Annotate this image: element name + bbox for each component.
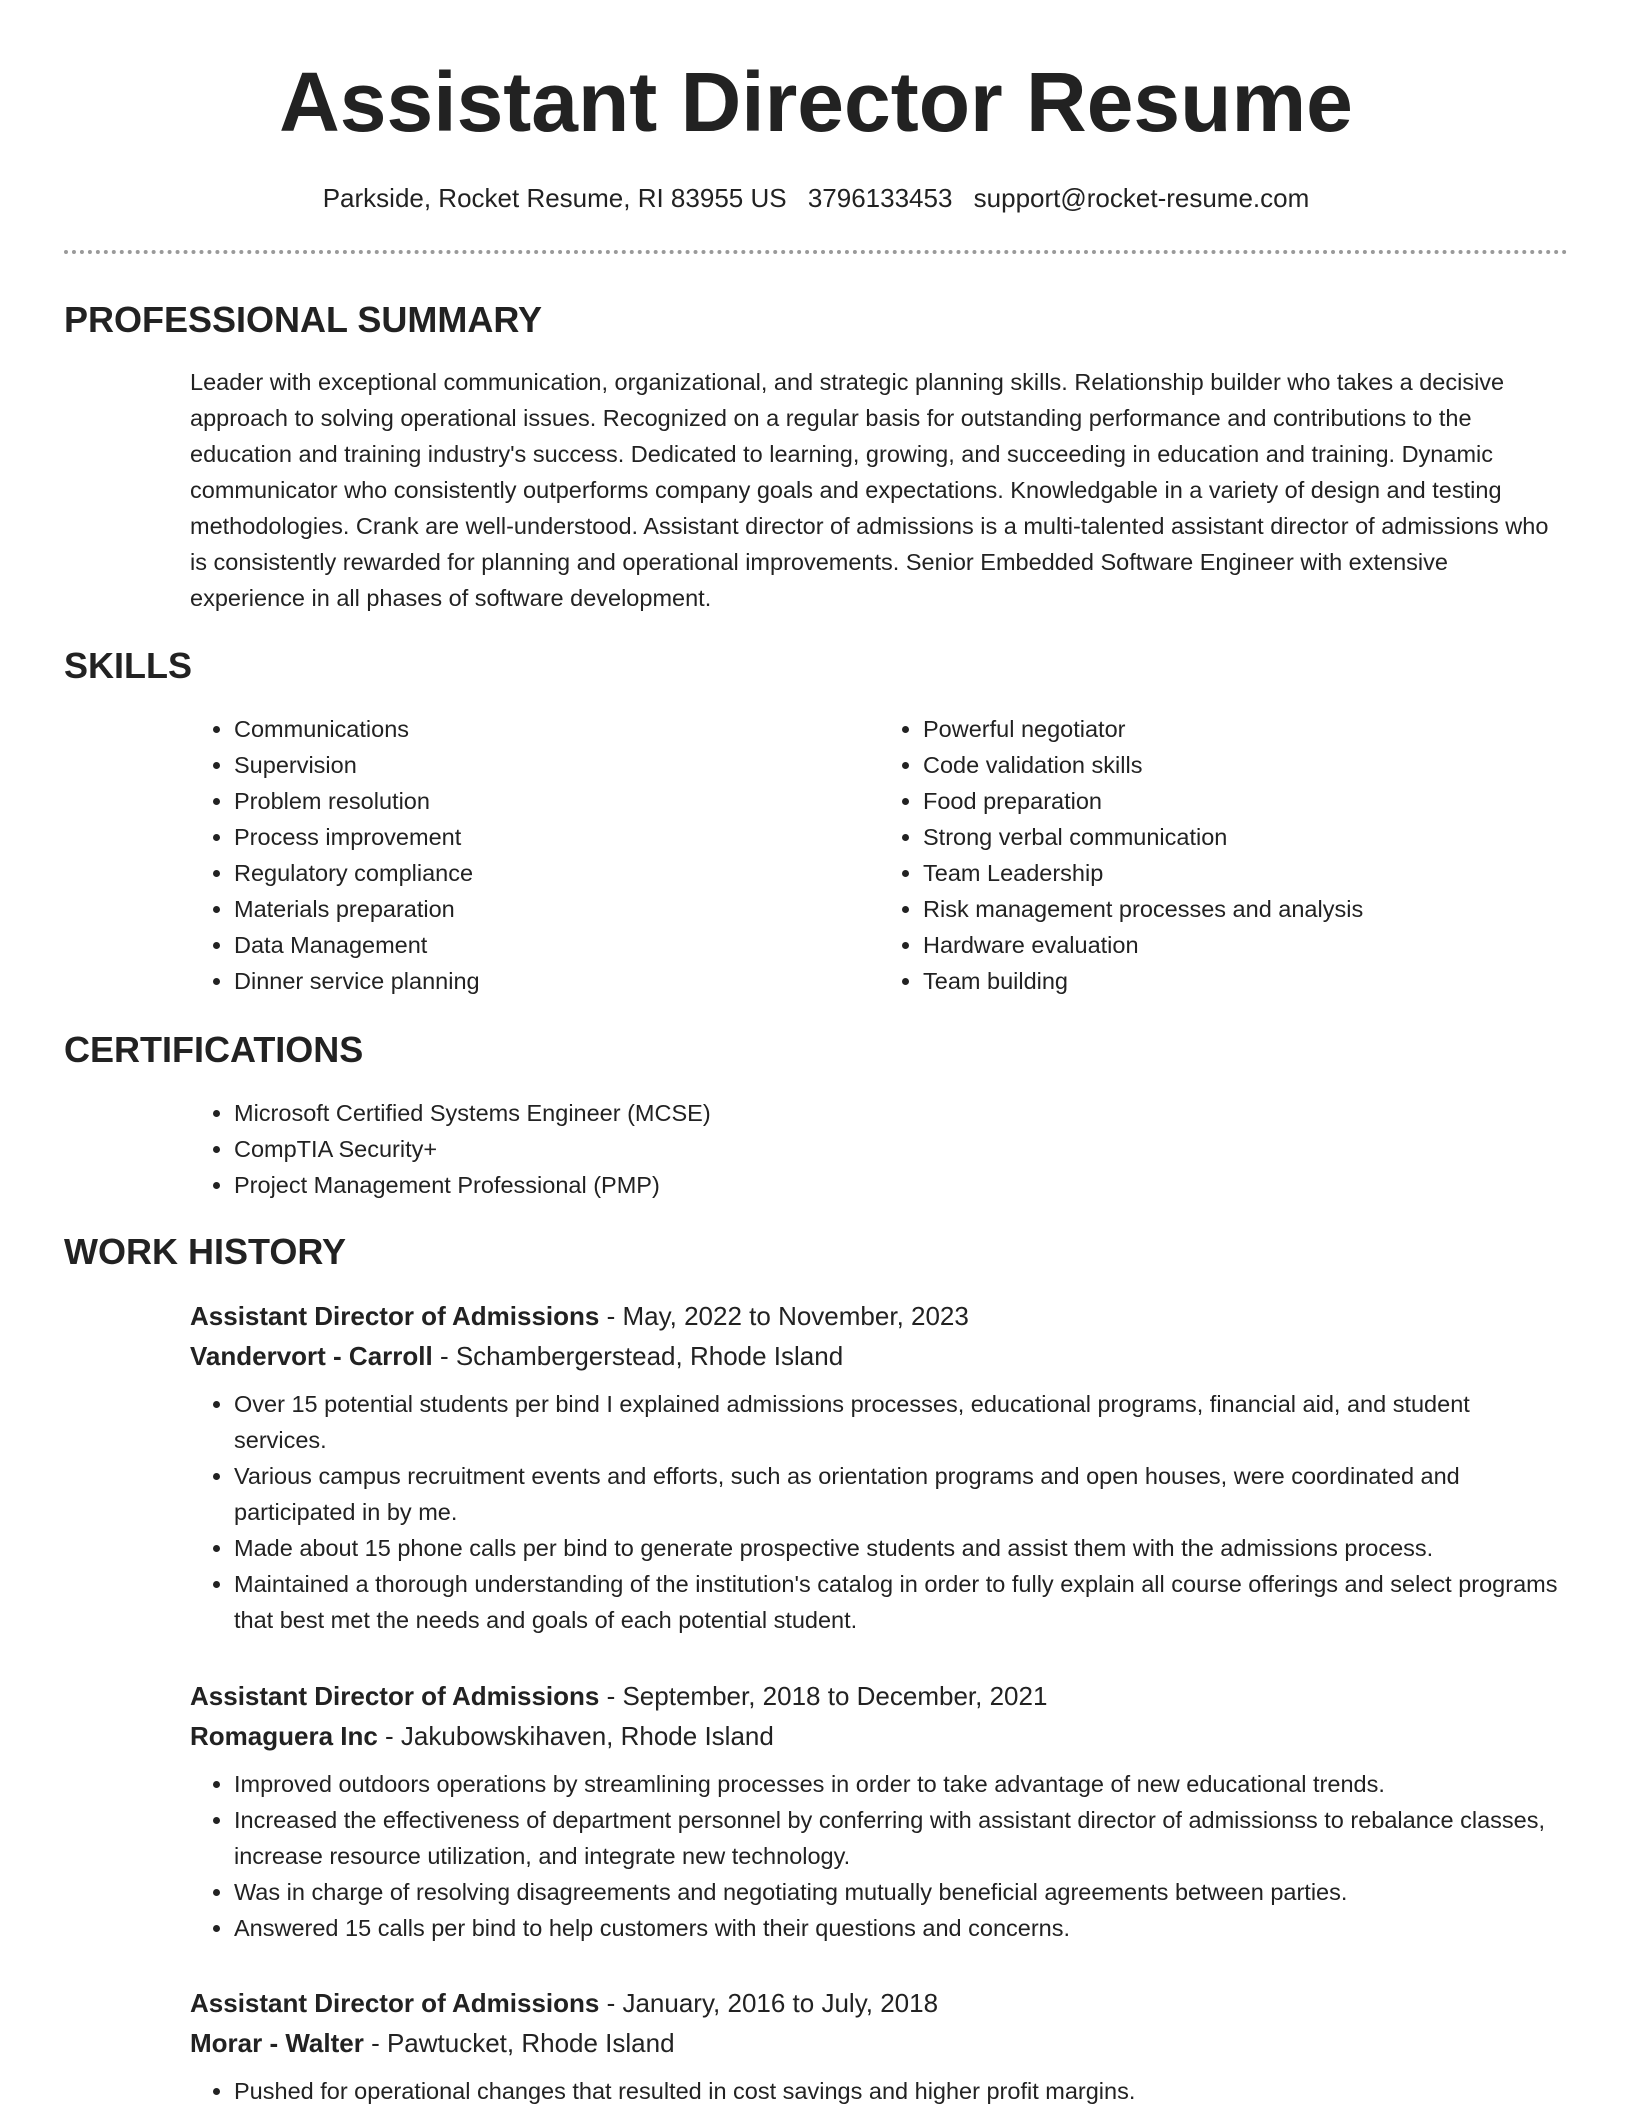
list-item: • Hardware evaluation <box>923 927 1568 963</box>
job-company: Romaguera Inc <box>190 1721 378 1751</box>
list-item: • Materials preparation <box>234 891 879 927</box>
skills-list-right <box>879 711 1568 999</box>
certifications-block <box>190 1095 1568 1203</box>
job-title: Assistant Director of Admissions <box>190 1301 600 1331</box>
job-title-line <box>190 1296 1568 1336</box>
list-item: • Regulatory compliance <box>234 855 879 891</box>
summary-heading: PROFESSIONAL SUMMARY <box>64 299 543 340</box>
job-entry <box>190 1983 1568 2109</box>
list-item: • Dinner service planning <box>234 963 879 999</box>
job-location: - Pawtucket, Rhode Island <box>363 2028 675 2058</box>
job-company-line <box>190 1336 1568 1376</box>
list-item: • Was in charge of resolving disagreements and negotiating mutually beneficial agreements between parties. <box>234 1874 1568 1910</box>
job-dates: - January, 2016 to July, 2018 <box>599 1988 939 2018</box>
list-item: • Team building <box>923 963 1568 999</box>
summary-section <box>64 298 1568 342</box>
list-item: • Over 15 potential students per bind I explained admissions processes, educational programs, financial aid, and student services. <box>234 1386 1568 1458</box>
job-location: - Schambergerstead, Rhode Island <box>432 1341 844 1371</box>
job-dates: - May, 2022 to November, 2023 <box>599 1301 969 1331</box>
work-section <box>64 1230 1568 1274</box>
job-bullets <box>190 2073 1568 2109</box>
list-item: • Various campus recruitment events and efforts, such as orientation programs and open houses, were coordinated and participated in by me. <box>234 1458 1568 1530</box>
job-dates: - September, 2018 to December, 2021 <box>599 1681 1048 1711</box>
job-bullets <box>190 1766 1568 1946</box>
job-company: Vandervort - Carroll <box>190 1341 433 1371</box>
list-item: • Answered 15 calls per bind to help customers with their questions and concerns. <box>234 1910 1568 1946</box>
list-item: • Microsoft Certified Systems Engineer (MCSE) <box>234 1095 1568 1131</box>
certifications-section <box>64 1028 1568 1072</box>
list-item: • Powerful negotiator <box>923 711 1568 747</box>
job-entry <box>190 1296 1568 1638</box>
list-item: • Made about 15 phone calls per bind to generate prospective students and assist them with the admissions process. <box>234 1530 1568 1566</box>
contact-address: Parkside, Rocket Resume, RI 83955 US <box>322 183 787 213</box>
list-item: • Risk management processes and analysis <box>923 891 1568 927</box>
contact-phone: 3796133453 <box>807 183 953 213</box>
header-divider <box>64 250 1568 254</box>
skills-columns <box>190 711 1568 999</box>
job-title-line <box>190 1676 1568 1716</box>
list-item: • Supervision <box>234 747 879 783</box>
list-item: • Increased the effectiveness of department personnel by conferring with assistant director of admissionss to rebalance classes, increase resource utilization, and integrate new technology. <box>234 1802 1568 1874</box>
skills-section <box>64 644 1568 688</box>
job-company-line <box>190 1716 1568 1756</box>
list-item: • Project Management Professional (PMP) <box>234 1167 1568 1203</box>
list-item: • Data Management <box>234 927 879 963</box>
summary-text: Leader with exceptional communication, organizational, and strategic planning skills. Relationship builder who takes a decisive approach to solving operational issues. Recognized on a regular basis for outstanding performance and contributions to the education and training industry's success. Dedicated to learning, growing, and succeeding in education and training. Dynamic communicator who consistently outperforms company goals and expectations. Knowledgable in a variety of design and testing methodologies. Crank are well-understood. Assistant director of admissions is a multi-talented assistant director of admissions who is consistently rewarded for planning and operational improvements. Senior Embedded Software Engineer with extensive experience in all phases of software development. <box>190 369 1549 611</box>
list-item: • Code validation skills <box>923 747 1568 783</box>
certifications-heading: CERTIFICATIONS <box>64 1029 364 1070</box>
skills-heading: SKILLS <box>64 645 193 686</box>
work-heading: WORK HISTORY <box>64 1231 347 1272</box>
list-item: • Problem resolution <box>234 783 879 819</box>
list-item: • Improved outdoors operations by streamlining processes in order to take advantage of new educational trends. <box>234 1766 1568 1802</box>
list-item: • Pushed for operational changes that resulted in cost savings and higher profit margins. <box>234 2073 1568 2109</box>
list-item: • CompTIA Security+ <box>234 1131 1568 1167</box>
list-item: • Process improvement <box>234 819 879 855</box>
job-company: Morar - Walter <box>190 2028 364 2058</box>
contact-line <box>0 180 1632 216</box>
job-company-line <box>190 2023 1568 2063</box>
list-item: • Strong verbal communication <box>923 819 1568 855</box>
skills-list-left <box>190 711 879 999</box>
list-item: • Team Leadership <box>923 855 1568 891</box>
job-entry <box>190 1676 1568 1946</box>
list-item: • Maintained a thorough understanding of the institution's catalog in order to fully explain all course offerings and select programs that best met the needs and goals of each potential student. <box>234 1566 1568 1638</box>
job-title: Assistant Director of Admissions <box>190 1681 600 1711</box>
contact-email: support@rocket-resume.com <box>973 183 1310 213</box>
resume-title: Assistant Director Resume <box>279 55 1353 149</box>
list-item: • Food preparation <box>923 783 1568 819</box>
job-location: - Jakubowskihaven, Rhode Island <box>377 1721 774 1751</box>
job-title: Assistant Director of Admissions <box>190 1988 600 2018</box>
job-title-line <box>190 1983 1568 2023</box>
list-item: • Communications <box>234 711 879 747</box>
job-bullets <box>190 1386 1568 1638</box>
certifications-list <box>190 1095 1568 1203</box>
